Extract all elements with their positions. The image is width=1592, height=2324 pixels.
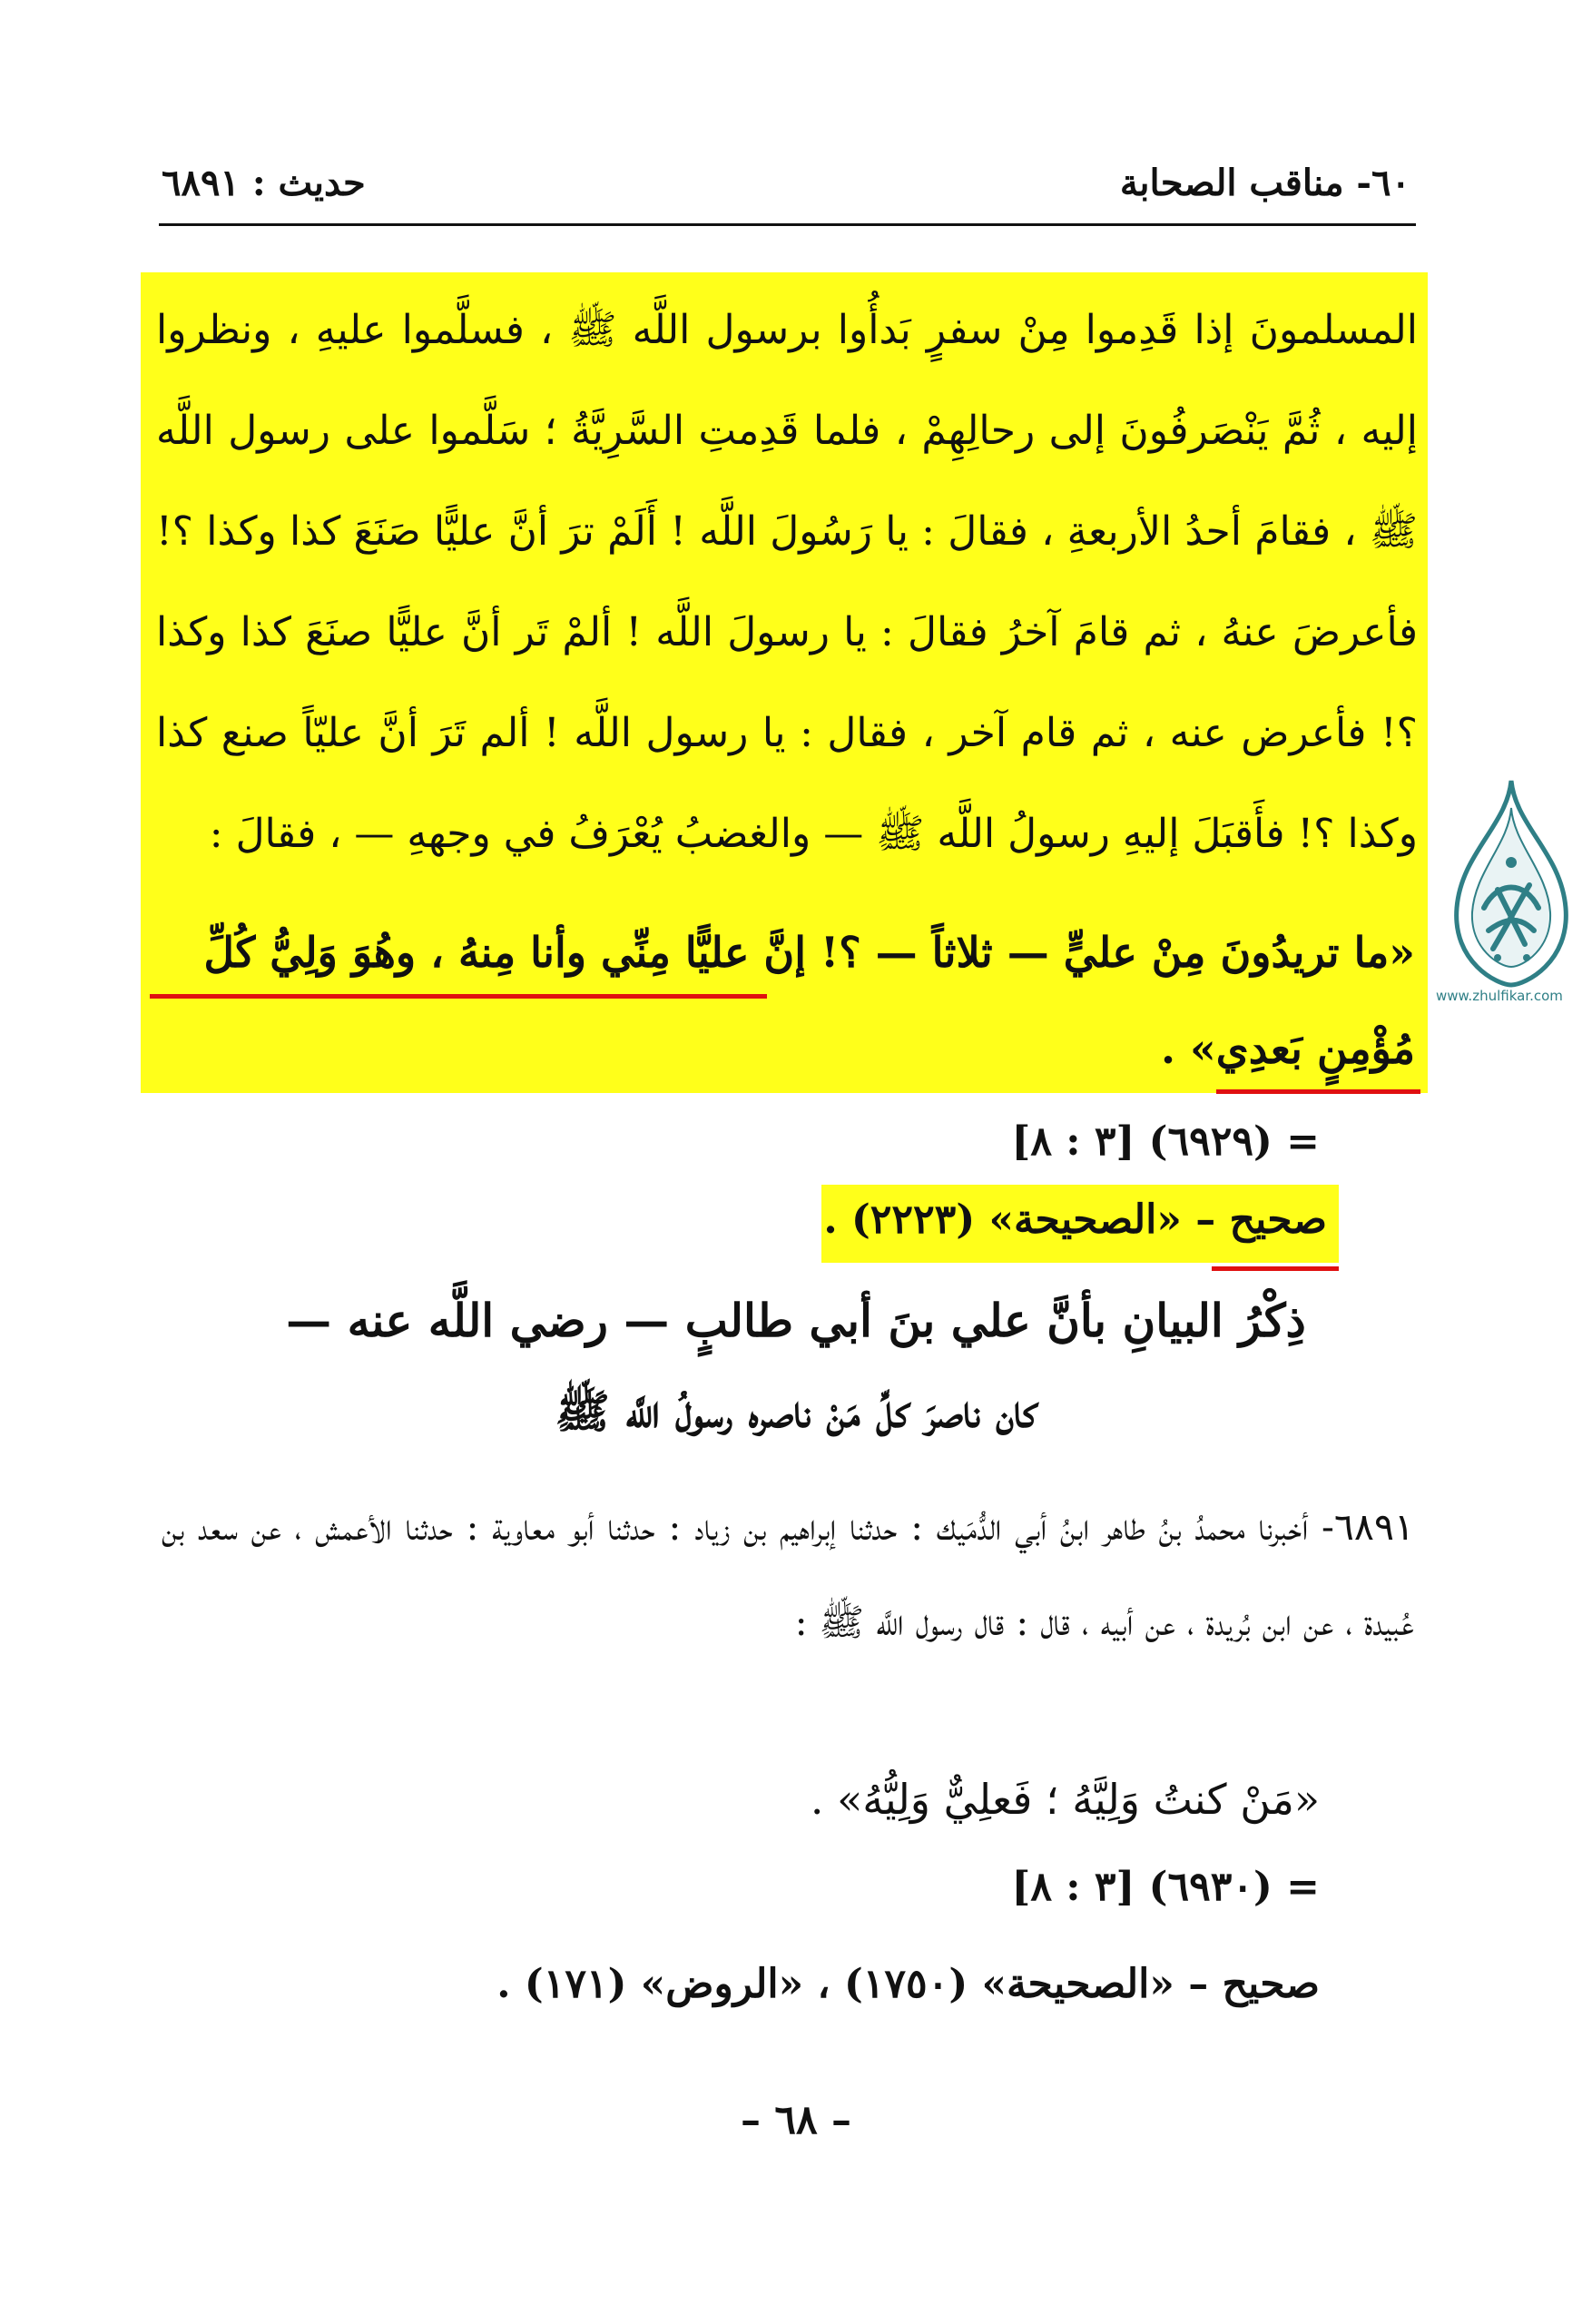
cross-reference-2: = (٦٩٣٠) [٣ : ٨]	[1011, 1864, 1320, 1910]
section-heading-line-1: ذِكْرُ البيانِ بأنَّ علي بنَ أبي طالبٍ — رضي اللَّه عنه —	[286, 1294, 1306, 1347]
hadith-number-header: حديث : ٦٨٩١	[162, 162, 366, 204]
page-number: – ٦٨ –	[741, 2097, 851, 2143]
red-underline-quote	[150, 994, 767, 999]
section-heading-line-2: كان ناصرَ كلِّ مَنْ ناصره رسولُ اللَّه ﷺ	[555, 1384, 1037, 1438]
site-logo	[1436, 772, 1579, 1008]
header-divider	[159, 223, 1416, 226]
calligraphy-logo-icon	[1443, 772, 1579, 1008]
grading-1: صحيح – «الصحيحة» (٢٢٢٣) .	[823, 1196, 1327, 1243]
hadith-6891-matn: «مَنْ كنتُ وَلِيَّهُ ؛ فَعلِيٌّ وَلِيُّهُ» .	[810, 1775, 1320, 1824]
red-underline-mumin	[1216, 1089, 1420, 1094]
logo-url: www.zhulfikar.com	[1436, 988, 1563, 1004]
chapter-header: ٦٠- مناقب الصحابة	[1119, 162, 1410, 204]
hadith-6891-isnad: ٦٨٩١- أخبرنا محمدُ بنُ طاهر ابنُ أبي الدُّمَيك : حدثنا إبراهيم بن زياد : حدثنا أبو معاوية : حدثنا الأعمش ، عن سعد بن عُبيدة ، عن ابن بُريدة ، عن أبيه ، قال : قال رسول اللَّه ﷺ :	[162, 1505, 1414, 1644]
hadith-narrative: المسلمونَ إذا قَدِموا مِنْ سفرٍ بَدأُوا برسول اللَّه ﷺ ، فسلَّموا عليهِ ، ونظروا إليه ، ثُمَّ يَنْصَرفُونَ إلى رحالِهِمْ ، فلما قَدِمتِ السَّرِيَّةُ ؛ سَلَّموا على رسول اللَّه ﷺ ، فقامَ أحدُ الأربعةِ ، فقالَ : يا رَسُولَ اللَّه ! أَلَمْ ترَ أنَّ عليًّا صَنَعَ كذا وكذا ؟! فأعرضَ عنهُ ، ثم قامَ آخرُ فقالَ : يا رسولَ اللَّه ! ألمْ تَر أنَّ عليًّا صنَعَ كذا وكذا ؟! فأعرض عنه ، ثم قام آخر ، فقال : يا رسول اللَّه ! ألم تَرَ أنَّ عليّاً صنع كذا وكذا ؟! فأَقبَلَ إليهِ رسولُ اللَّه ﷺ — والغضبُ يُعْرَفُ في وجههِ — ، فقالَ :	[156, 307, 1418, 857]
red-underline-sahih	[1212, 1266, 1339, 1271]
prophet-quote-line-1: «ما تريدُونَ مِنْ عليٍّ — ثلاثاً — ؟! إنَّ عليًّا مِنِّي وأنا مِنهُ ، وهُوَ وَلِيُّ كُلِّ	[203, 928, 1415, 977]
cross-reference-1: = (٦٩٢٩) [٣ : ٨]	[1011, 1118, 1320, 1165]
grading-2: صحيح – «الصحيحة» (١٧٥٠) ، «الروض» (١٧١) .	[496, 1961, 1320, 2007]
prophet-quote-line-2: مُؤْمِنٍ بَعدِي» .	[1161, 1024, 1415, 1073]
